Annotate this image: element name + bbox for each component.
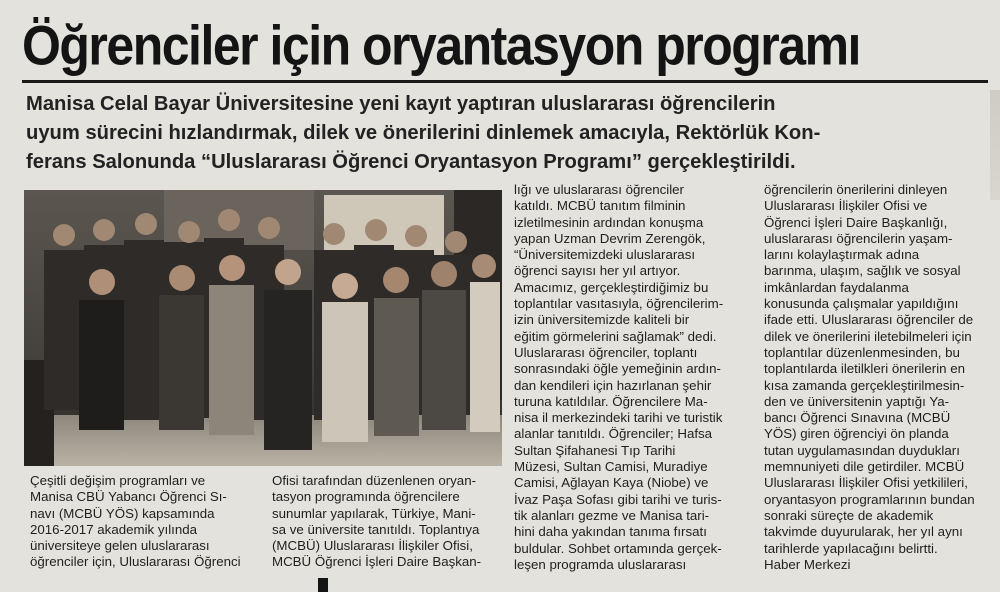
column-line: izin üniversitemizde kaliteli bir bbox=[514, 312, 690, 328]
column-line: eğitim görmelerini sağlamak” dedi. bbox=[514, 328, 717, 344]
column-line: hini daha yakından tanıma fırsatı bbox=[514, 524, 707, 540]
column-line: Camisi, Ağlayan Kaya (Niobe) ve bbox=[514, 475, 709, 491]
column-line: öğrencilerin önerilerini dinleyen bbox=[764, 182, 948, 197]
column-line: katıldı. MCBÜ tanıtım filminin bbox=[514, 198, 686, 214]
column-line: larını kolaylaştırmak adına bbox=[764, 247, 920, 263]
lead-line: Manisa Celal Bayar Üniversitesine yeni kayıt yaptıran uluslararası öğrencilerin bbox=[26, 93, 776, 115]
column-line: tik alanları gezme ve Manisa tari- bbox=[514, 507, 710, 523]
column-line: tarihlerde yapılacağını belirtti. bbox=[764, 540, 938, 556]
column-line: yapan Uzman Devrim Zerengök, bbox=[514, 230, 706, 246]
column-line: leşen programda uluslararası bbox=[514, 556, 687, 572]
column-line: toplantılar düzenlenmesinden, bu bbox=[764, 344, 960, 360]
column-line: Uluslararası İlişkiler Ofisi ve bbox=[764, 198, 928, 214]
lead-line: uyum sürecini hızlandırmak, dilek ve önerilerini dinlemek amacıyla, Rektörlük Kon- bbox=[26, 122, 821, 144]
column-line: barınma, ulaşım, sağlık ve sosyal bbox=[764, 263, 961, 279]
column-line: MCBÜ Öğrenci İşleri Daire Başkan- bbox=[272, 554, 482, 570]
column-line: bancı Öğrenci Sınavına (MCBÜ bbox=[764, 410, 951, 426]
column-line: “Üniversitemizdeki uluslararası bbox=[514, 247, 696, 263]
column-line: lığı ve uluslararası öğrenciler bbox=[514, 182, 684, 197]
column-line: sonrasındaki öğle yemeğinin ardın- bbox=[514, 361, 721, 377]
lead-line: ferans Salonunda “Uluslararası Öğrenci Oryantasyon Programı” gerçekleştirildi. bbox=[26, 151, 796, 173]
column-line: Amacımız, gerçekleştirdiğimiz bu bbox=[514, 279, 709, 295]
column-line: uluslararası öğrencilerin yaşam- bbox=[764, 230, 953, 246]
column-line: memnuniyeti dile getirdiler. MCBÜ bbox=[764, 459, 965, 475]
column-line: navı (MCBÜ YÖS) kapsamında bbox=[30, 505, 215, 521]
column-line: izletilmesinin ardından konuşma bbox=[514, 214, 704, 230]
group-photo bbox=[24, 190, 502, 466]
column-line: Sultan Şifahanesi Tıp Tarihi bbox=[514, 442, 676, 458]
article-column-4 bbox=[764, 182, 996, 573]
column-line: dilek ve önerilerini iletebilmeleri için bbox=[764, 328, 972, 344]
column-line: İvaz Paşa Sofası gibi tarihi ve turis- bbox=[514, 491, 722, 507]
column-line: üniversiteye gelen uluslararası bbox=[30, 538, 210, 554]
column-line: Müzesi, Sultan Camisi, Muradiye bbox=[514, 459, 708, 475]
column-line: tasyon programında öğrencilere bbox=[272, 489, 460, 505]
column-line: imkânlardan faydalanma bbox=[764, 279, 909, 295]
column-line: kısa zamanda gerçekleştirilmesin- bbox=[764, 377, 965, 393]
column-line: tutan uygulamasından duydukları bbox=[764, 442, 960, 458]
column-line: 2016-2017 akademik yılında bbox=[30, 521, 198, 537]
column-line: turuna katıldılar. Öğrencilere Ma- bbox=[514, 393, 708, 409]
column-line: sa ve üniversite tanıtıldı. Toplantıya bbox=[272, 521, 480, 537]
column-line: den ve üniversitenin yaptığı Ya- bbox=[764, 393, 950, 409]
headline-rule bbox=[22, 80, 988, 83]
column-line: ifade etti. Uluslararası öğrenciler de bbox=[764, 312, 974, 328]
column-line: dan kendileri için hazırlanan şehir bbox=[514, 377, 712, 393]
article-column-3 bbox=[514, 182, 754, 573]
column-line: öğrenci sayısı her yıl artıyor. bbox=[514, 263, 681, 279]
group-photo-illustration bbox=[24, 190, 502, 466]
headline: Öğrenciler için oryantasyon programı bbox=[22, 14, 860, 77]
column-line: takvimde duyurularak, her yıl aynı bbox=[764, 524, 963, 540]
column-line: buldular. Sohbet ortamında gerçek- bbox=[514, 540, 722, 556]
byline: Haber Merkezi bbox=[764, 556, 851, 572]
column-line: sunumlar yapılarak, Türkiye, Mani- bbox=[272, 505, 476, 521]
column-line: YÖS) giren öğrenciyi ön planda bbox=[764, 426, 949, 442]
column-line: alanlar tanıtıldı. Öğrenciler; Hafsa bbox=[514, 426, 713, 442]
column-line: Ofisi tarafından düzenlenen oryan- bbox=[272, 473, 477, 488]
column-line: Öğrenci İşleri Daire Başkanlığı, bbox=[764, 214, 948, 230]
column-line: Uluslararası İlişkiler Ofisi yetkilileri, bbox=[764, 475, 968, 491]
lead-paragraph bbox=[26, 90, 988, 177]
column-line: (MCBÜ) Uluslararası İlişkiler Ofisi, bbox=[272, 538, 473, 554]
article-column-2 bbox=[272, 473, 506, 571]
column-line: konusunda çalışmalar yapıldığını bbox=[764, 296, 959, 312]
column-line: Uluslararası öğrenciler, toplantı bbox=[514, 344, 698, 360]
column-line: oryantasyon programlarının bundan bbox=[764, 491, 975, 507]
article-column-1 bbox=[30, 473, 262, 571]
column-line: toplantılar vasıtasıyla, öğrencilerim- bbox=[514, 296, 724, 312]
column-line: toplantılarda iletilkleri önerilerin en bbox=[764, 361, 966, 377]
column-line: nisa il merkezindeki tarihi ve turistik bbox=[514, 410, 723, 426]
end-block-mark bbox=[318, 578, 328, 592]
column-line: öğrenciler için, Uluslararası Öğrenci bbox=[30, 554, 241, 570]
column-line: sonraki süreçte de akademik bbox=[764, 507, 934, 523]
column-line: Çeşitli değişim programları ve bbox=[30, 473, 206, 488]
column-line: Manisa CBÜ Yabancı Öğrenci Sı- bbox=[30, 489, 227, 505]
